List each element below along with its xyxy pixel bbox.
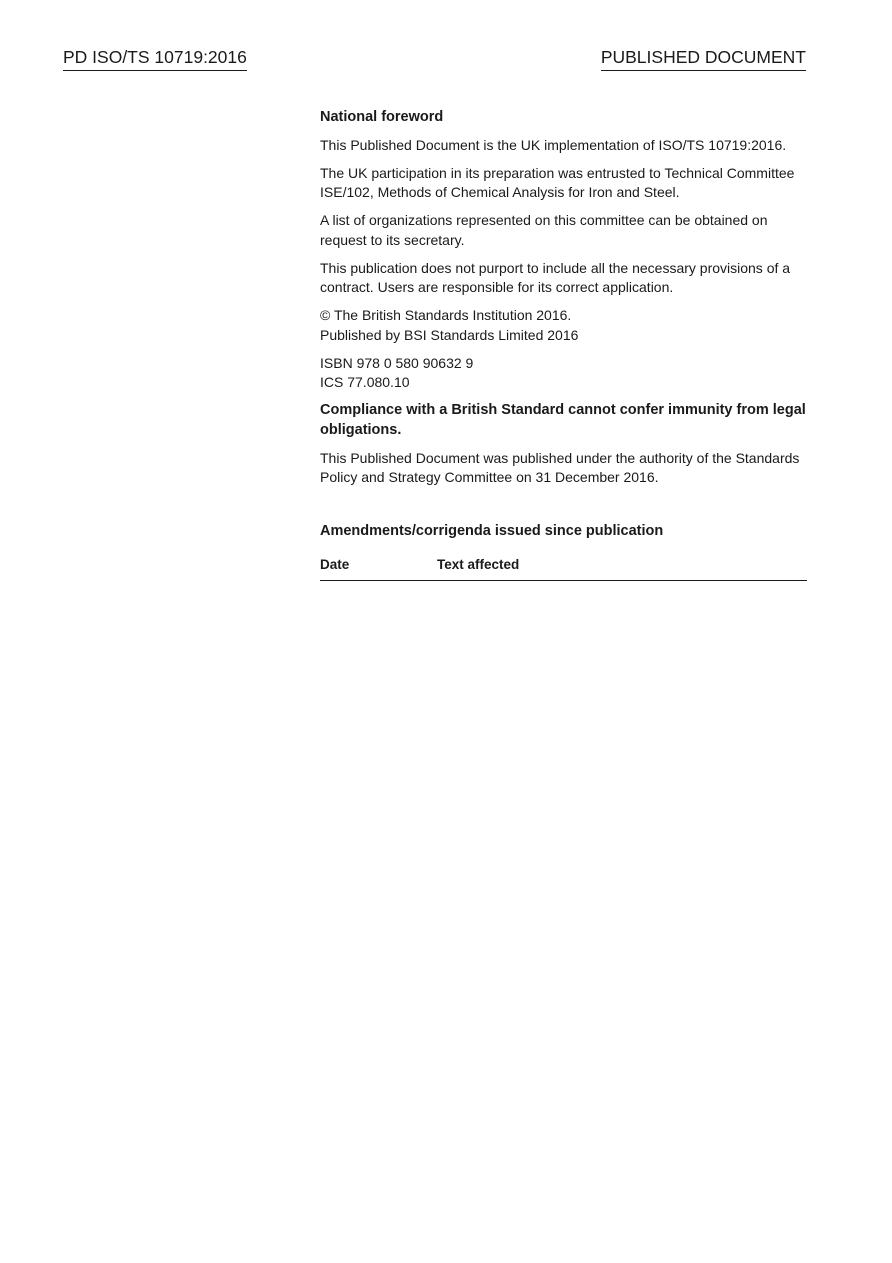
ics-code: ICS 77.080.10	[320, 374, 410, 390]
amendments-table-header	[320, 555, 807, 581]
compliance-statement: Compliance with a British Standard cannot confer immunity from legal obligations.	[320, 402, 806, 438]
isbn: ISBN 978 0 580 90632 9	[320, 354, 474, 371]
authority-statement: This Published Document was published under the authority of the Standards Policy and Strategy Committee on 31 December 2016.	[320, 449, 800, 485]
column-header-date: Date	[320, 557, 350, 572]
foreword-heading: National foreword	[320, 109, 444, 125]
column-header-text-affected: Text affected	[437, 557, 520, 572]
foreword-paragraph-committee: The UK participation in its preparation was entrusted to Technical Committee ISE/102, Methods of Chemical Analysis for Iron and Steel.	[320, 164, 795, 200]
publisher-line: Published by BSI Standards Limited 2016	[320, 326, 579, 343]
document-type: PUBLISHED DOCUMENT	[601, 46, 806, 71]
foreword-paragraph-provisions: This publication does not purport to include all the necessary provisions of a contract. Users are responsible for its correct application.	[320, 259, 791, 295]
foreword-paragraph-organizations: A list of organizations represented on this committee can be obtained on request to its secretary.	[320, 212, 768, 248]
amendments-heading: Amendments/corrigenda issued since publication	[320, 522, 664, 539]
document-code: PD ISO/TS 10719:2016	[63, 46, 247, 71]
foreword-paragraph-implementation: This Published Document is the UK implementation of ISO/TS 10719:2016.	[320, 136, 787, 153]
national-foreword-section	[320, 108, 807, 581]
copyright-line: © The British Standards Institution 2016.	[320, 307, 572, 323]
identifiers-block	[320, 354, 807, 393]
copyright-block	[320, 306, 807, 345]
